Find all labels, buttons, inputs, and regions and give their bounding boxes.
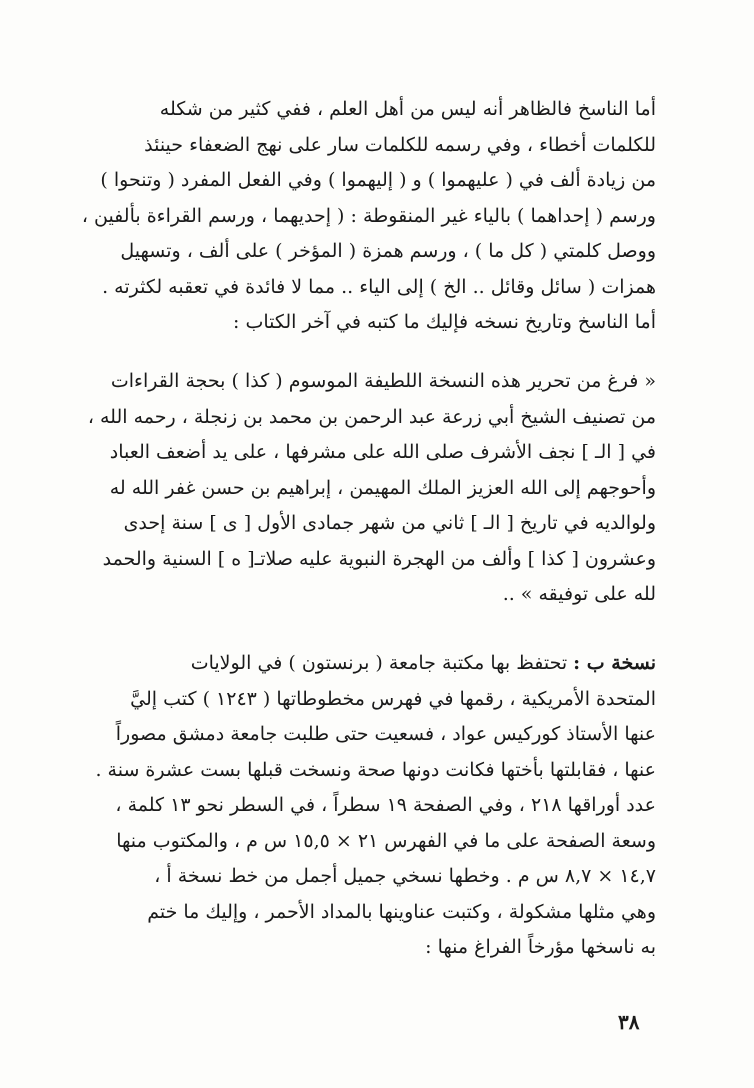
text-line: في [ الـ ] نجف الأشرف صلى الله على مشرفها ، على يد أضعف العباد (109, 441, 656, 463)
text-line: عنها ، فقابلتها بأختها فكانت دونها صحة ونسخت قبلها بست عشرة سنة . (95, 758, 656, 781)
text-line: وسعة الصفحة على ما في الفهرس ٢١ × ١٥,٥ س م ، والمكتوب منها (116, 829, 656, 852)
text-line (78, 646, 656, 682)
text-line: ووصل كلمتي ( كل ما ) ، ورسم همزة ( المؤخر ) على ألف ، وتسهيل (120, 240, 656, 262)
text-line: وأحوجهم إلى الله العزيز الملك المهيمن ، إبراهيم بن حسن غفر الله له (109, 476, 656, 499)
paragraph-colophon-quote (78, 364, 656, 613)
text-line: أما الناسخ فالظاهر أنه ليس من أهل العلم ، ففي كثير من شكله (159, 98, 656, 120)
text-line: ورسم ( إحداهما ) بالياء غير المنقوطة : ( إحديهما ، ورسم القراءة بألفين ، (81, 204, 656, 227)
manuscript-label: نسخة ب : (573, 652, 656, 674)
text-line-content: تحتفظ بها مكتبة جامعة ( برنستون ) في الولايات (190, 652, 574, 674)
page-number: ٣٨ (618, 1010, 640, 1034)
paragraph-manuscript-b (78, 646, 656, 966)
text-line: عنها الأستاذ كوركيس عواد ، فسعيت حتى طلبت جامعة دمشق مصوراً (115, 723, 656, 745)
text-line: وعشرون [ كذا ] وألف من الهجرة النبوية عليه صلاتـ[ ه ] السنية والحمد (102, 547, 656, 570)
text-line: من تصنيف الشيخ أبي زرعة عبد الرحمن بن محمد بن زنجلة ، رحمه الله ، (87, 405, 656, 428)
text-line: من زيادة ألف في ( عليهموا ) و ( إليهموا ) وفي الفعل المفرد ( وتنحوا ) (100, 169, 656, 191)
text-line: للكلمات أخطاء ، وفي رسمه للكلمات سار على نهج الضعفاء حينئذ (144, 133, 656, 156)
text-line: همزات ( سائل وقائل .. الخ ) إلى الياء .. مما لا فائدة في تعقبه لكثرته . (102, 275, 656, 298)
text-line: ١٤,٧ × ٨,٧ س م . وخطها نسخي جميل أجمل من خط نسخة أ ، (154, 865, 656, 887)
text-line: عدد أوراقها ٢١٨ ، وفي الصفحة ١٩ سطراً ، في السطر نحو ١٣ كلمة ، (115, 794, 656, 816)
text-line: وهي مثلها مشكولة ، وكتبت عناوينها بالمداد الأحمر ، وإليك ما ختم (147, 900, 656, 923)
text-line: المتحدة الأمريكية ، رقمها في فهرس مخطوطاتها ( ١٢٤٣ ) كتب إليَّ (130, 687, 656, 710)
text-line: « فرغ من تحرير هذه النسخة اللطيفة الموسوم ( كذا ) بحجة القراءات (110, 370, 656, 392)
text-line: أما الناسخ وتاريخ نسخه فإليك ما كتبه في آخر الكتاب : (233, 311, 656, 333)
text-line: به ناسخها مؤرخاً الفراغ منها : (425, 936, 656, 958)
text-line: ولوالديه في تاريخ [ الـ ] ثاني من شهر جمادى الأول [ ى ] سنة إحدى (123, 512, 656, 534)
text-line: لله على توفيقه » .. (502, 583, 656, 605)
paragraph-copyist-notes (78, 92, 656, 341)
